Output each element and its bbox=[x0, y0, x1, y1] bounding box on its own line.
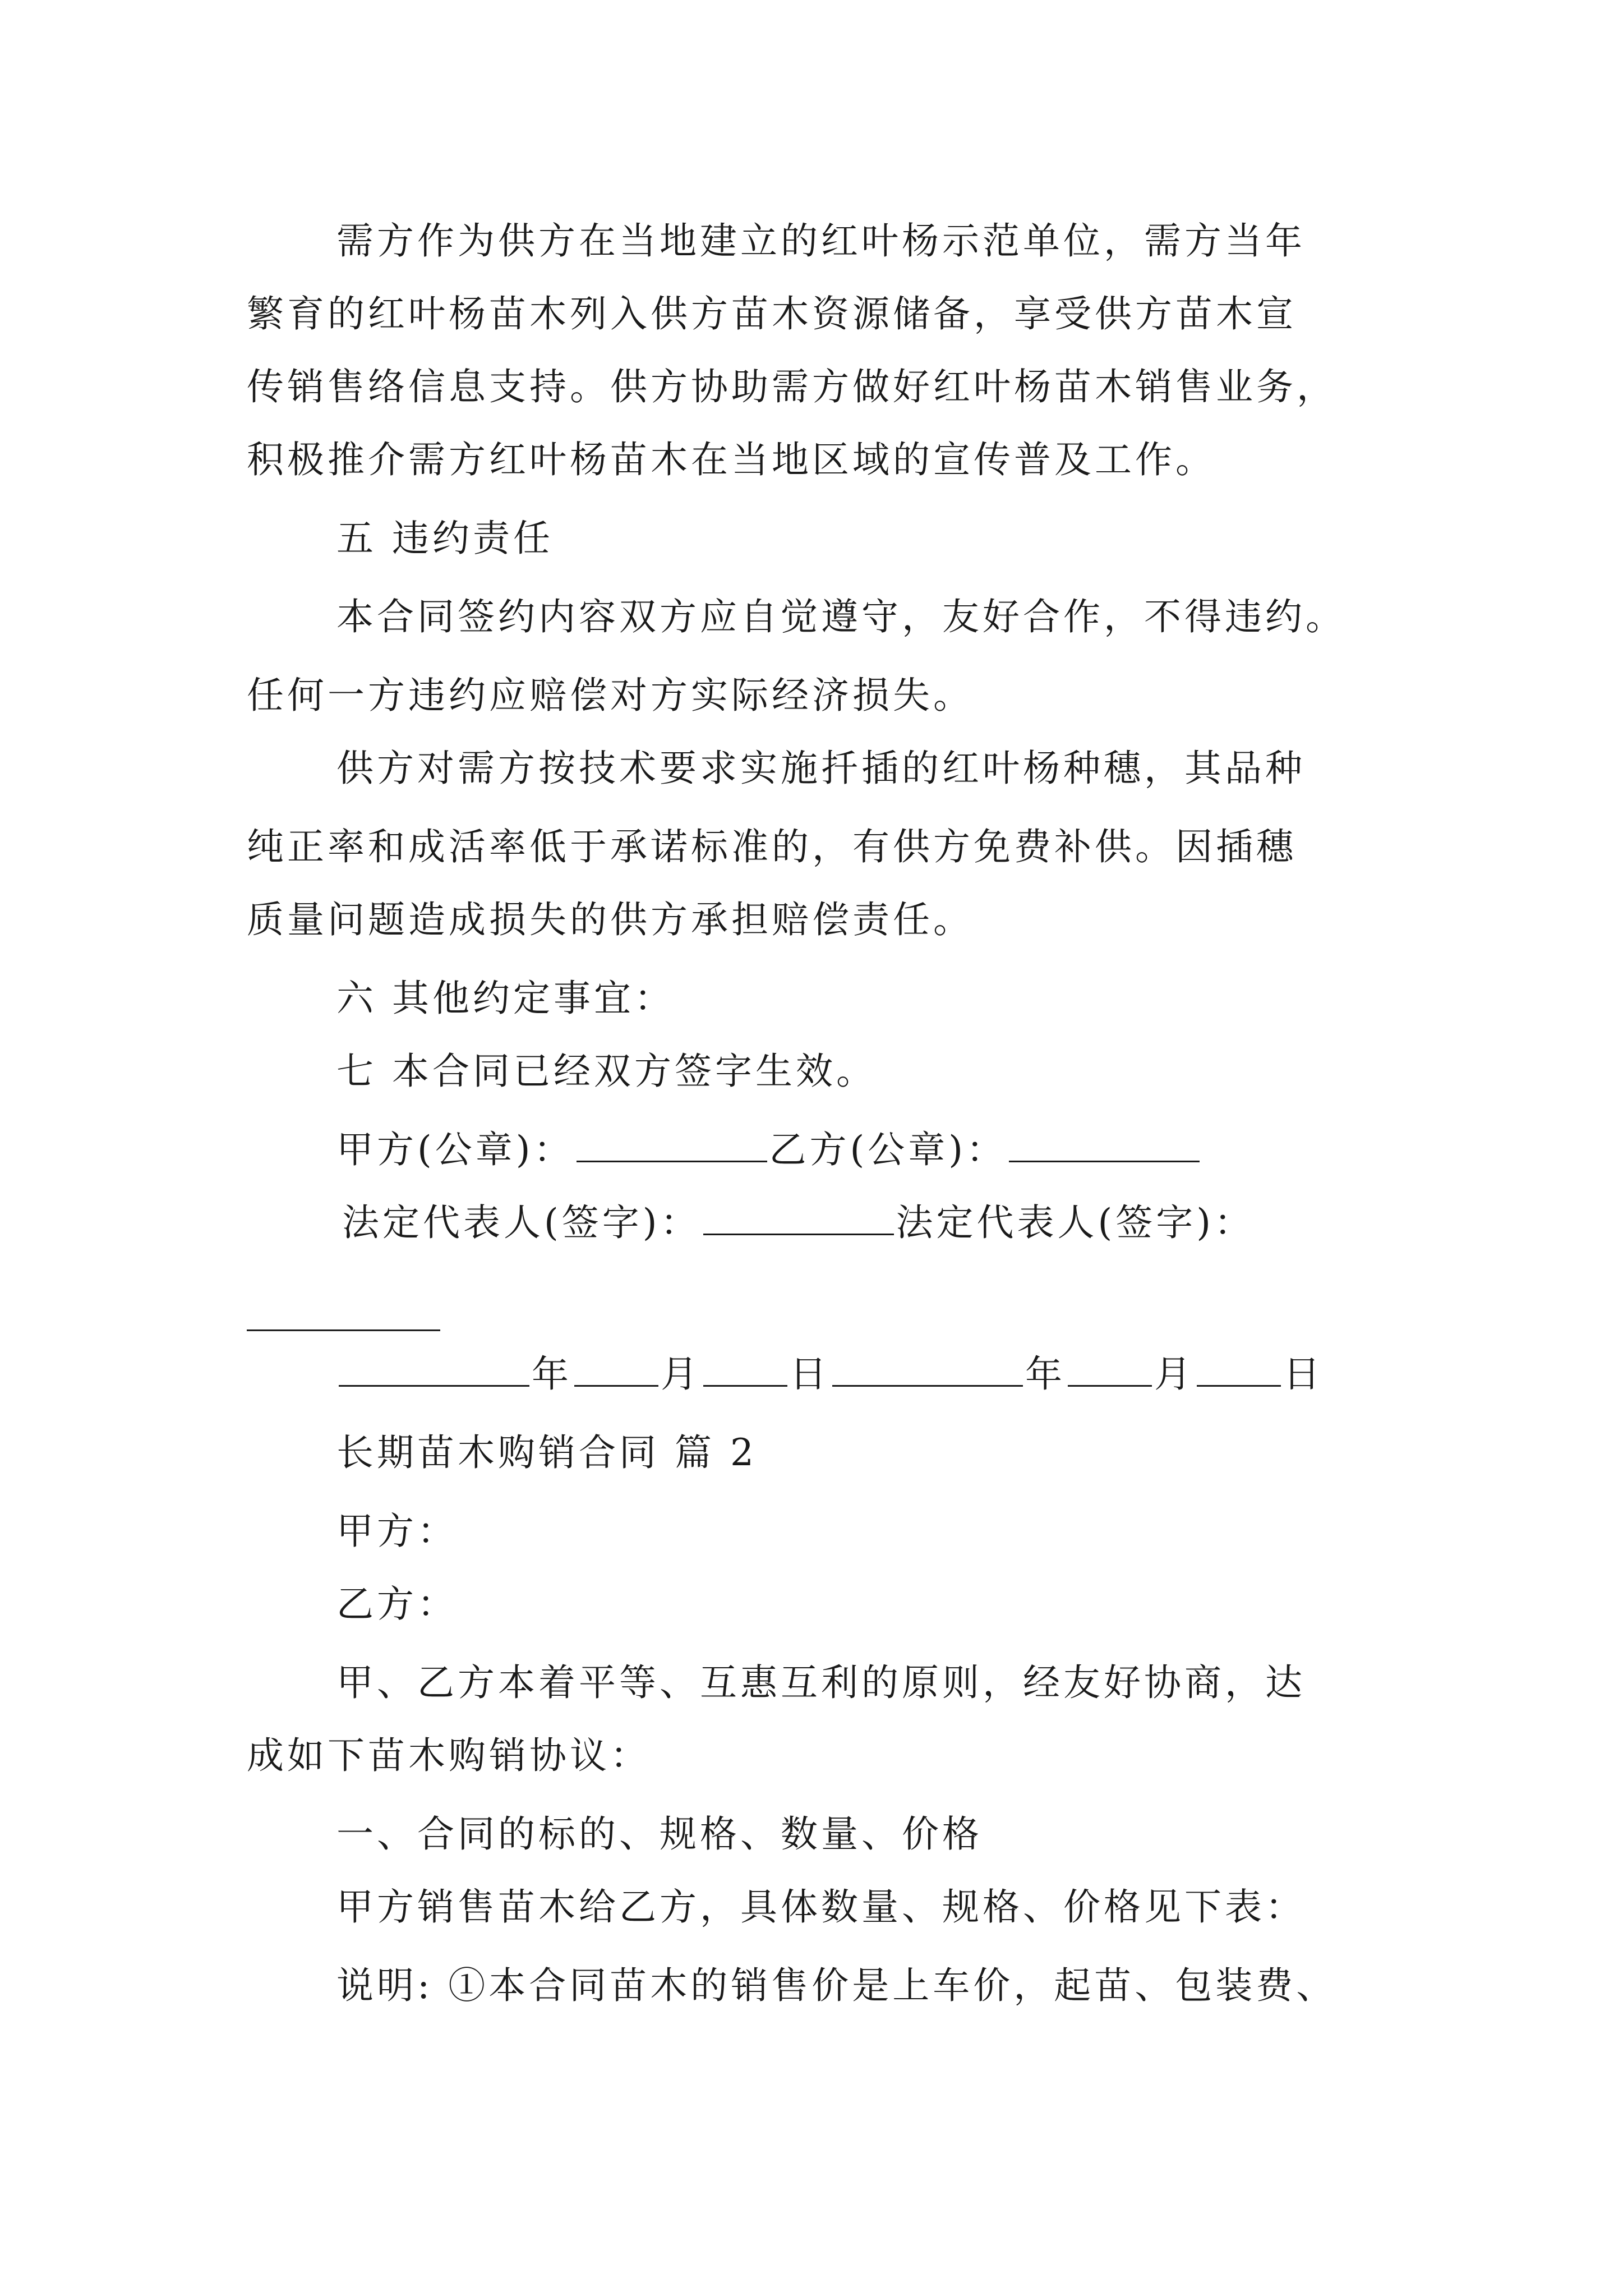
paragraph-line: 纯正率和成活率低于承诺标准的，有供方免费补供。因插穗 bbox=[247, 825, 1297, 868]
year-blank bbox=[832, 1352, 1023, 1387]
paragraph-line: 甲、乙方本着平等、互惠互利的原则，经友好协商，达 bbox=[336, 1661, 1306, 1704]
paragraph-line: 说明: ①本合同苗木的销售价是上车价，起苗、包装费、 bbox=[336, 1964, 1337, 2007]
day-label: 日 bbox=[790, 1352, 830, 1396]
month-label: 月 bbox=[661, 1352, 701, 1396]
party-b-rep-blank bbox=[247, 1329, 440, 1331]
party-b-seal-label: 乙方(公章)： bbox=[769, 1128, 1007, 1171]
paragraph-line: 本合同签约内容双方应自觉遵守，友好合作，不得违约。 bbox=[336, 595, 1346, 638]
signature-row-representative bbox=[342, 1200, 1255, 1245]
day-blank bbox=[1197, 1352, 1281, 1387]
party-b-seal-blank bbox=[1009, 1128, 1200, 1162]
party-a-seal-label: 甲方(公章)： bbox=[336, 1128, 574, 1171]
section-heading: 七 本合同已经双方签字生效。 bbox=[336, 1050, 877, 1093]
party-a-rep-blank bbox=[703, 1201, 894, 1235]
month-blank bbox=[574, 1352, 658, 1387]
month-label: 月 bbox=[1154, 1352, 1195, 1396]
year-label: 年 bbox=[532, 1352, 572, 1396]
contract-title: 长期苗木购销合同 篇 2 bbox=[336, 1431, 757, 1474]
paragraph-line: 需方作为供方在当地建立的红叶杨示范单位，需方当年 bbox=[336, 219, 1306, 263]
paragraph-line: 繁育的红叶杨苗木列入供方苗木资源储备，享受供方苗木宣 bbox=[247, 292, 1297, 335]
party-b-rep-label: 法定代表人(签字)： bbox=[896, 1201, 1255, 1244]
paragraph-line: 质量问题造成损失的供方承担赔偿责任。 bbox=[247, 898, 974, 941]
year-label: 年 bbox=[1025, 1352, 1066, 1396]
party-a-label: 甲方： bbox=[336, 1510, 458, 1553]
section-heading: 六 其他约定事宜： bbox=[336, 977, 675, 1020]
party-a-rep-label: 法定代表人(签字)： bbox=[342, 1201, 701, 1244]
paragraph-line: 任何一方违约应赔偿对方实际经济损失。 bbox=[247, 674, 974, 717]
paragraph-line: 成如下苗木购销协议： bbox=[247, 1734, 651, 1777]
year-blank bbox=[339, 1352, 529, 1387]
section-heading: 五 违约责任 bbox=[336, 517, 554, 560]
party-b-label: 乙方： bbox=[336, 1582, 458, 1626]
date-row bbox=[336, 1352, 1324, 1397]
paragraph-line: 传销售络信息支持。供方协助需方做好红叶杨苗木销售业务， bbox=[247, 365, 1337, 408]
paragraph-line: 供方对需方按技术要求实施扦插的红叶杨种穗，其品种 bbox=[336, 747, 1306, 790]
paragraph-line: 甲方销售苗木给乙方，具体数量、规格、价格见下表： bbox=[336, 1885, 1306, 1929]
paragraph-line: 积极推介需方红叶杨苗木在当地区域的宣传普及工作。 bbox=[247, 438, 1216, 481]
month-blank bbox=[1068, 1352, 1152, 1387]
party-a-seal-blank bbox=[577, 1128, 767, 1162]
section-heading: 一、合同的标的、规格、数量、价格 bbox=[336, 1812, 983, 1856]
signature-row-seal bbox=[336, 1128, 1202, 1172]
day-label: 日 bbox=[1283, 1352, 1324, 1396]
day-blank bbox=[703, 1352, 787, 1387]
